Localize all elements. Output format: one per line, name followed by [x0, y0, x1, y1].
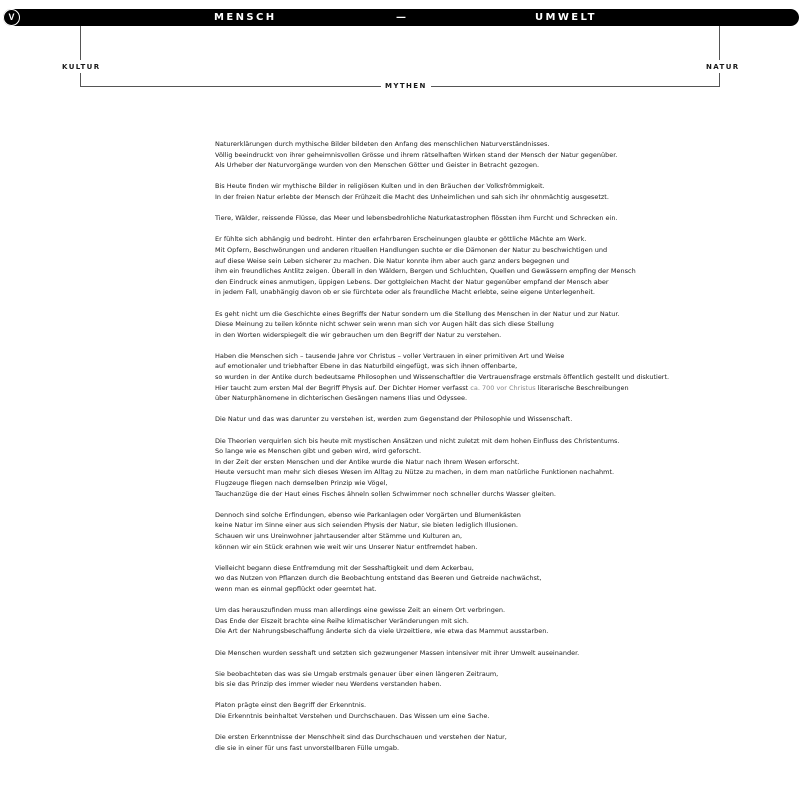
text-line: in den Worten widerspiegelt die wir gebrauchen um den Begriff der Natur zu verstehen. [215, 330, 502, 339]
text-line: Um das herauszufinden muss man allerdings eine gewisse Zeit an einem Ort verbringen. [215, 606, 506, 615]
text-line: bis sie das Prinzip des immer wieder neu Werdens verstanden haben. [215, 680, 442, 689]
paragraph [215, 605, 655, 637]
header-left-word: MENSCH [214, 12, 277, 23]
text-line: Völlig beeindruckt von ihrer geheimnisvollen Grösse und ihrem rätselhaften Wirken stand der Mensch der Natur gegenüber. [215, 150, 618, 159]
text-line: Flugzeuge fliegen nach demselben Prinzip wie Vögel, [215, 479, 388, 487]
text-line: den Eindruck eines anmutigen, üppigen Lebens. Der gottgleichen Macht der Natur gegenüber empfand der Mensch aber [215, 277, 609, 286]
paragraph [215, 700, 655, 721]
text-line: Die Art der Nahrungsbeschaffung änderte sich da viele Urzeittiere, wie etwa das Mammut ausstarben. [215, 627, 549, 636]
text-line: Schauen wir uns Ureinwohner jahrtausender alter Stämme und Kulturen an, [215, 531, 463, 540]
text-line: In der Zeit der ersten Menschen und der Antike wurde die Natur nach Ihrem Wesen erforscht. [215, 457, 520, 466]
paragraph [215, 139, 655, 171]
text-line: Diese Meinung zu teilen könnte nicht schwer sein wenn man sich vor Augen hält das sich diese Stellung [215, 320, 554, 329]
text-line: Sie beobachteten das was sie Umgab erstmals genauer über einen längeren Zeitraum, [215, 669, 499, 678]
paragraph [215, 563, 655, 595]
text-line: ihm ein freundliches Antlitz zeigen. Überall in den Wäldern, Bergen und Schluchten, Quellen und Gewässern empfing der Mensch [215, 267, 636, 276]
text-line: können wir ein Stück erahnen wie weit wir uns Unserer Natur entfremdet haben. [215, 542, 478, 551]
text-line: so wurden in der Antike durch bedeutsame Philosophen und Wissenschaftler die Vertrauensfrage erstmals öffentlich gestellt und diskutiert. [215, 373, 670, 382]
text-line: Die ersten Erkenntnisse der Menschheit sind das Durchschauen und verstehen der Natur, [215, 733, 507, 742]
text-line: In der freien Natur erlebte der Mensch der Frühzeit die Macht des Unheimlichen und sah sich ihr ohnmächtig ausgesetzt. [215, 192, 609, 201]
date-note: ca. 700 vor Christus [470, 383, 536, 392]
text-line: Tiere, Wälder, reissende Flüsse, das Meer und lebensbedrohliche Naturkatastrophen flössten ihm Furcht und Schrecken ein. [215, 214, 618, 223]
paragraph [215, 181, 655, 202]
diagram-left-leg [80, 73, 81, 86]
paragraph [215, 510, 655, 552]
paragraph [215, 732, 655, 753]
text-line: auf emotionaler und triebhafter Ebene in das Naturbild eingefügt, was sich ihnen offenbarte, [215, 362, 518, 371]
text-line: Vielleicht begann diese Entfremdung mit der Sesshaftigkeit und dem Ackerbau, [215, 563, 474, 572]
diagram-right-leg [719, 73, 720, 86]
text-line: die sie in einer für uns fast unvorstellbaren Fülle umgab. [215, 743, 400, 752]
paragraph [215, 436, 655, 500]
text-line: auf diese Weise sein Leben sicherer zu machen. Die Natur konnte ihm aber auch ganz anders begegnen und [215, 256, 569, 265]
paragraph [215, 309, 655, 341]
text-line: wenn man es einmal gepflückt oder geerntet hat. [215, 584, 377, 593]
text-line: Heute versucht man mehr sich dieses Wesen im Alltag zu Nütze zu machen, in dem man natürliche Funktionen nachahmt. [215, 468, 615, 477]
paragraph [215, 213, 655, 224]
paragraph [215, 648, 655, 659]
text-line: in jedem Fall, unabhängig davon ob er sie fürchtete oder als freundliche Macht erlebte, seine eigene Unterlegenheit. [215, 288, 595, 297]
text-line: Die Erkenntnis beinhaltet Verstehen und Durchschauen. Das Wissen um eine Sache. [215, 712, 490, 721]
text-line: Er fühlte sich abhängig und bedroht. Hinter den erfahrbaren Erscheinungen glaubte er göttliche Mächte am Werk. [215, 235, 587, 244]
header-right-word: UMWELT [535, 12, 597, 23]
text-line: Dennoch sind solche Erfindungen, ebenso wie Parkanlagen oder Vorgärten und Blumenkästen [215, 510, 521, 519]
diagram-right-drop [719, 26, 720, 60]
text-line: Das Ende der Eiszeit brachte eine Reihe klimatischer Veränderungen mit sich. [215, 616, 469, 625]
diagram-left-drop [80, 26, 81, 60]
header-separator: — [396, 12, 406, 23]
text-line: Die Menschen wurden sesshaft und setzten sich gezwungener Massen intensiver mit ihrer Umwelt auseinander. [215, 648, 580, 657]
label-kultur: KULTUR [62, 63, 101, 71]
text-line: Es geht nicht um die Geschichte eines Begriffs der Natur sondern um die Stellung des Menschen in der Natur und zur Natur. [215, 309, 620, 318]
text-line: keine Natur im Sinne einer aus sich seienden Physis der Natur, sie bieten lediglich Illusionen. [215, 521, 518, 530]
text-line: Tauchanzüge die der Haut eines Fisches ähneln sollen Schwimmer noch schneller durchs Wasser gleiten. [215, 489, 556, 498]
body-text [215, 139, 670, 764]
paragraph [215, 414, 655, 425]
text-line: Die Theorien verquirlen sich bis heute mit mystischen Ansätzen und nicht zuletzt mit dem hohen Einfluss des Christentums. [215, 436, 620, 445]
text-line: über Naturphänomene in dichterischen Gesängen namens Ilias und Odyssee. [215, 394, 468, 403]
paragraph [215, 234, 655, 298]
text-line: Haben die Menschen sich – tausende Jahre vor Christus – voller Vertrauen in einer primitiven Art und Weise [215, 351, 565, 360]
text-segment: Hier taucht zum ersten Mal der Begriff Physis auf. Der Dichter Homer verfasst [215, 383, 471, 392]
text-line [215, 383, 655, 394]
text-line: Naturerklärungen durch mythische Bilder bildeten den Anfang des menschlichen Naturverständnisses. [215, 140, 550, 148]
text-line: Platon prägte einst den Begriff der Erkenntnis. [215, 701, 367, 710]
paragraph [215, 351, 670, 404]
text-segment: literarische Beschreibungen [535, 383, 629, 392]
paragraph [215, 669, 655, 690]
text-line: Die Natur und das was darunter zu verstehen ist, werden zum Gegenstand der Philosophie und Wissenschaft. [215, 415, 573, 424]
text-line: Bis Heute finden wir mythische Bilder in religiösen Kulten und in den Bräuchen der Volksfrömmigkeit. [215, 182, 545, 191]
text-line: Mit Opfern, Beschwörungen und anderen rituellen Handlungen suchte er die Dämonen der Natur zu beschwichtigen und [215, 245, 608, 254]
label-natur: NATUR [706, 63, 740, 71]
chapter-badge: V [3, 9, 20, 26]
text-line: Als Urheber der Naturvorgänge wurden von den Menschen Götter und Geister in Betracht gezogen. [215, 161, 540, 170]
text-line: wo das Nutzen von Pflanzen durch die Beobachtung entstand das Beeren und Getreide nachwächst, [215, 574, 542, 583]
label-mythen: MYTHEN [381, 82, 431, 90]
text-line: So lange wie es Menschen gibt und geben wird, wird geforscht. [215, 447, 422, 456]
